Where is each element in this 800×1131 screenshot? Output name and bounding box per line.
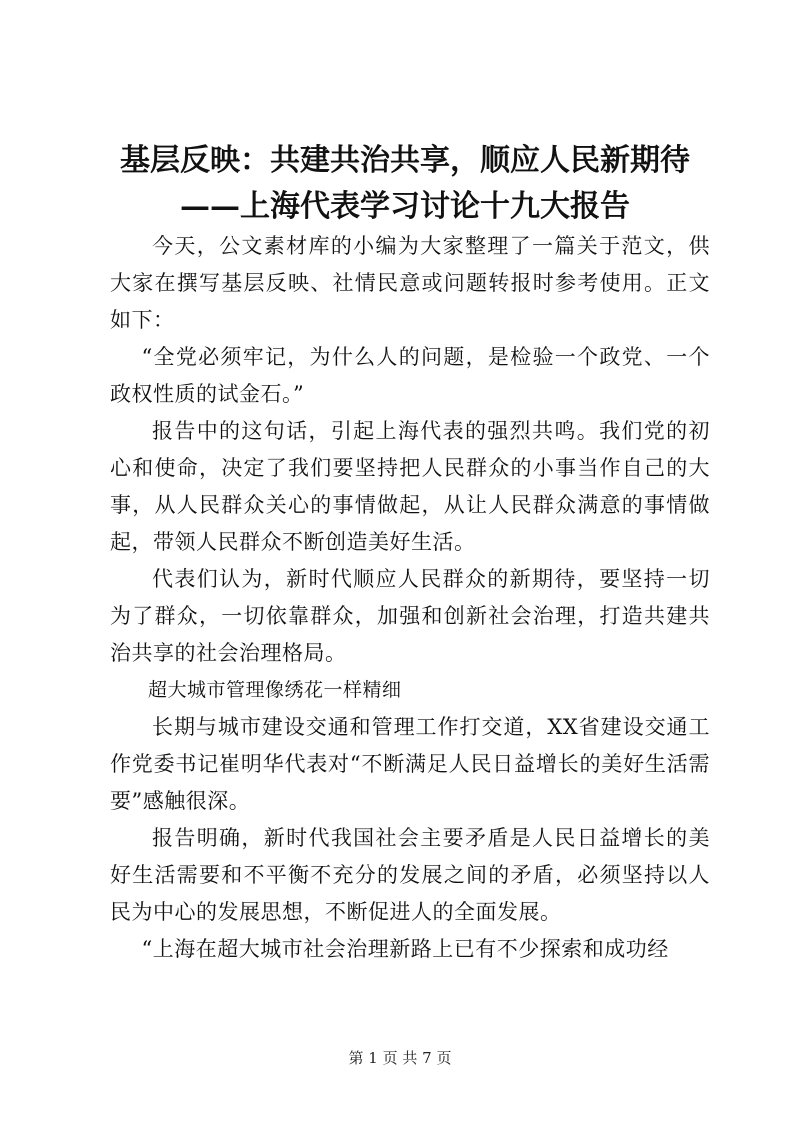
page-footer: 第 1 页 共 7 页 xyxy=(348,1049,452,1067)
paragraph-intro: 今天，公文素材库的小编为大家整理了一篇关于范文，供大家在撰写基层反映、社情民意或问题转报时参考使用。正文如下： xyxy=(110,234,710,332)
paragraph-quote: “全党必须牢记，为什么人的问题，是检验一个政党、一个政权性质的试金石。” xyxy=(110,345,710,406)
paragraph-representatives-view: 代表们认为，新时代顺应人民群众的新期待，要坚持一切为了群众，一切依靠群众，加强和创新社会治理，打造共建共治共享的社会治理格局。 xyxy=(110,567,710,665)
paragraph-cui-minghua: 长期与城市建设交通和管理工作打交道，XX省建设交通工作党委书记崔明华代表对“不断满足人民日益增长的美好生活需要”感触很深。 xyxy=(110,715,710,813)
paragraph-report-contradiction: 报告明确，新时代我国社会主要矛盾是人民日益增长的美好生活需要和不平衡不充分的发展之间的矛盾，必须坚持以人民为中心的发展思想，不断促进人的全面发展。 xyxy=(110,826,710,924)
paragraph-shanghai-quote: “上海在超大城市社会治理新路上已有不少探索和成功经 xyxy=(141,937,669,961)
paragraph-report-resonance: 报告中的这句话，引起上海代表的强烈共鸣。我们党的初心和使命，决定了我们要坚持把人民群众的小事当作自己的大事，从人民群众关心的事情做起，从让人民群众满意的事情做起，带领人民群众不断创造美好生活。 xyxy=(110,419,710,554)
section-heading: 超大城市管理像绣花一样精细 xyxy=(148,679,402,701)
document-title: 基层反映：共建共治共享，顺应人民新期待——上海代表学习讨论十九大报告 xyxy=(120,143,690,224)
document-body xyxy=(110,228,710,968)
